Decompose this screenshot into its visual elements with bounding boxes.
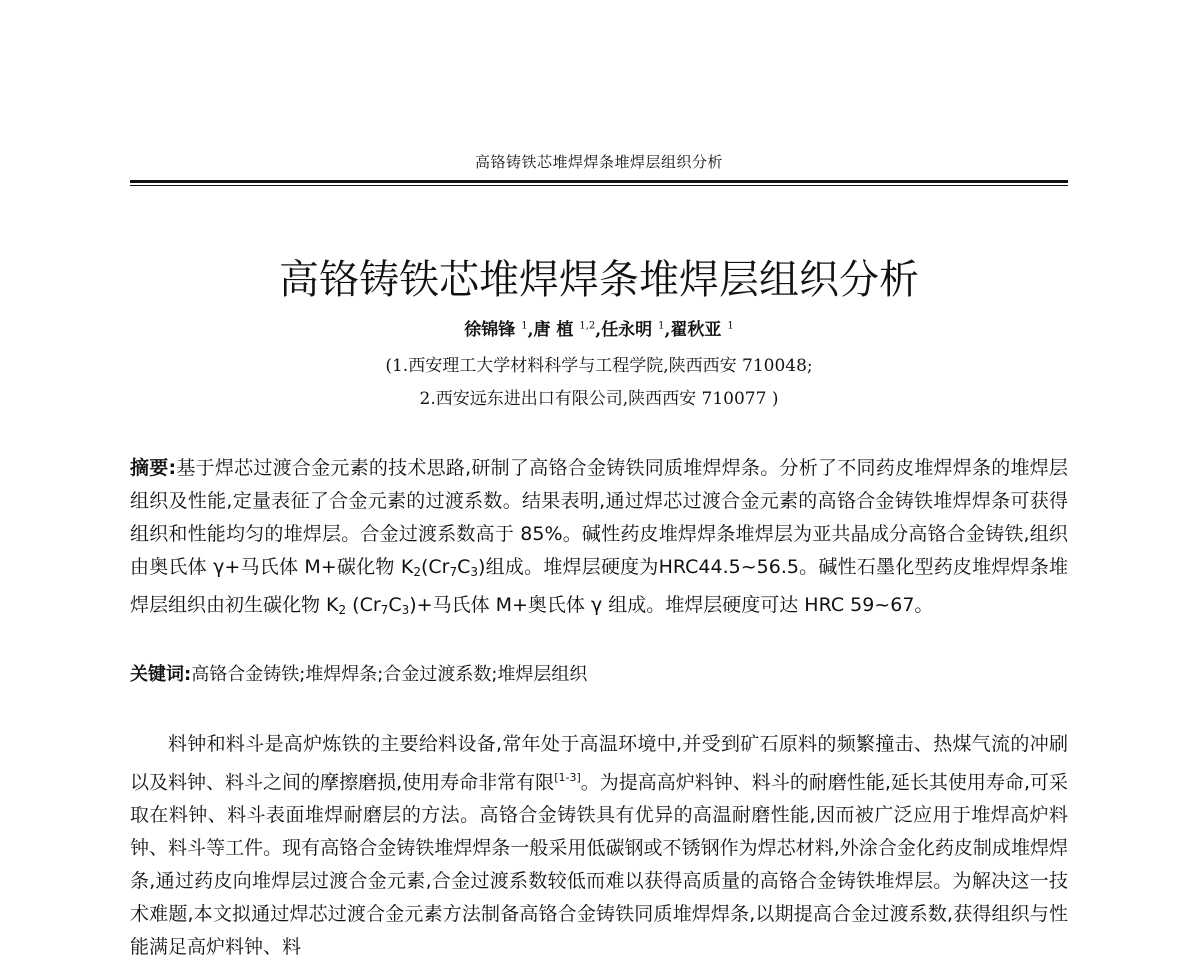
abstract	[130, 452, 1068, 627]
citation: [1-3]	[554, 771, 581, 784]
abstract-label: 摘要:	[130, 457, 177, 479]
abstract-text: )+马氏体 M+奥氏体 γ 组成。堆焊层硬度可达 HRC 59~67。	[409, 594, 934, 616]
keywords	[130, 660, 1068, 690]
paper-title: 高铬铸铁芯堆焊焊条堆焊层组织分析	[279, 257, 919, 303]
author-affil-mark: 1,2	[579, 320, 596, 332]
author-name: 翟秋亚	[670, 320, 722, 340]
subscript: 7	[380, 603, 389, 617]
abstract-text: (Cr	[346, 594, 381, 616]
abstract-text: 基于焊芯过渡合金元素的技术思路,研制了高铬合金铸铁同质堆焊焊条。分析了不同药皮堆焊焊条的堆焊层组织及性能,定量表征了合金元素的过渡系数。结果表明,通过焊芯过渡合金元素的高铬合金铸铁堆焊焊条可获得组织和性能均匀的堆焊层。合金过渡系数高于 85%。碱性药皮堆焊焊条堆焊层为亚共晶成分高铬合金铸铁,组织由奥氏体 γ+马氏体 M+碳化物 K	[130, 457, 1068, 578]
header-rule-thin	[130, 185, 1068, 186]
affiliation-1: (1.西安理工大学材料科学与工程学院,陕西西安 710048;	[385, 356, 813, 376]
subscript: 2	[413, 565, 421, 579]
author-name: 唐 植	[533, 320, 574, 340]
affiliation-2: 2.西安远东进出口有限公司,陕西西安 710077 )	[419, 389, 779, 409]
subscript: 3	[470, 565, 479, 579]
author-affil-mark: 1	[727, 320, 734, 332]
abstract-text: C	[388, 594, 402, 616]
subscript: 7	[449, 565, 458, 579]
author-affil-mark: 1	[658, 320, 665, 332]
running-head: 高铬铸铁芯堆焊焊条堆焊层组织分析	[474, 153, 723, 171]
author-name: 任永明	[601, 320, 653, 340]
abstract-text: C	[457, 556, 471, 578]
abstract-text: (Cr	[420, 556, 450, 578]
subscript: 2	[338, 603, 347, 617]
abstract-text: )组成。堆焊层硬度为HRC44.5~56.5。碱性石墨化型药皮堆焊焊条堆焊层组织由初生碳化物 K	[130, 556, 1068, 616]
body-text: 。为提高高炉料钟、料斗的耐磨性能,延长其使用寿命,可采取在料钟、料斗表面堆焊耐磨层的方法。高铬合金铸铁具有优异的高温耐磨性能,因而被广泛应用于堆焊高炉料钟、料斗等工件。现有高铬合金铸铁堆焊焊条一般采用低碳钢或不锈钢作为焊芯材料,外涂合金化药皮制成堆焊焊条,通过药皮向堆焊层过渡合金元素,合金过渡系数较低而难以获得高质量的高铬合金铸铁堆焊层。为解决这一技术难题,本文拟通过焊芯过渡合金元素方法制备高铬合金铸铁同质堆焊焊条,以期提高合金过渡系数,获得组织与性能满足高炉料钟、料	[130, 771, 1068, 959]
keywords-label: 关键词:	[130, 664, 192, 685]
body-paragraph	[130, 728, 1068, 964]
author-affil-mark: 1	[521, 320, 528, 332]
author-line: 徐锦锋 $^1$,唐 植 $^{1,2}$,任永明 $^1$,翟秋亚 $^1$	[464, 320, 734, 340]
header-rule-thick	[130, 180, 1068, 183]
keywords-text: 高铬合金铸铁;堆焊焊条;合金过渡系数;堆焊层组织	[191, 664, 588, 685]
body-text: 料钟和料斗是高炉炼铁的主要给料设备,常年处于高温环境中,并受到矿石原料的频繁撞击、热煤气流的冲刷以及料钟、料斗之间的摩擦磨损,使用寿命非常有限	[130, 733, 1068, 794]
author-name: 徐锦锋	[464, 320, 516, 340]
subscript: 3	[401, 603, 410, 617]
